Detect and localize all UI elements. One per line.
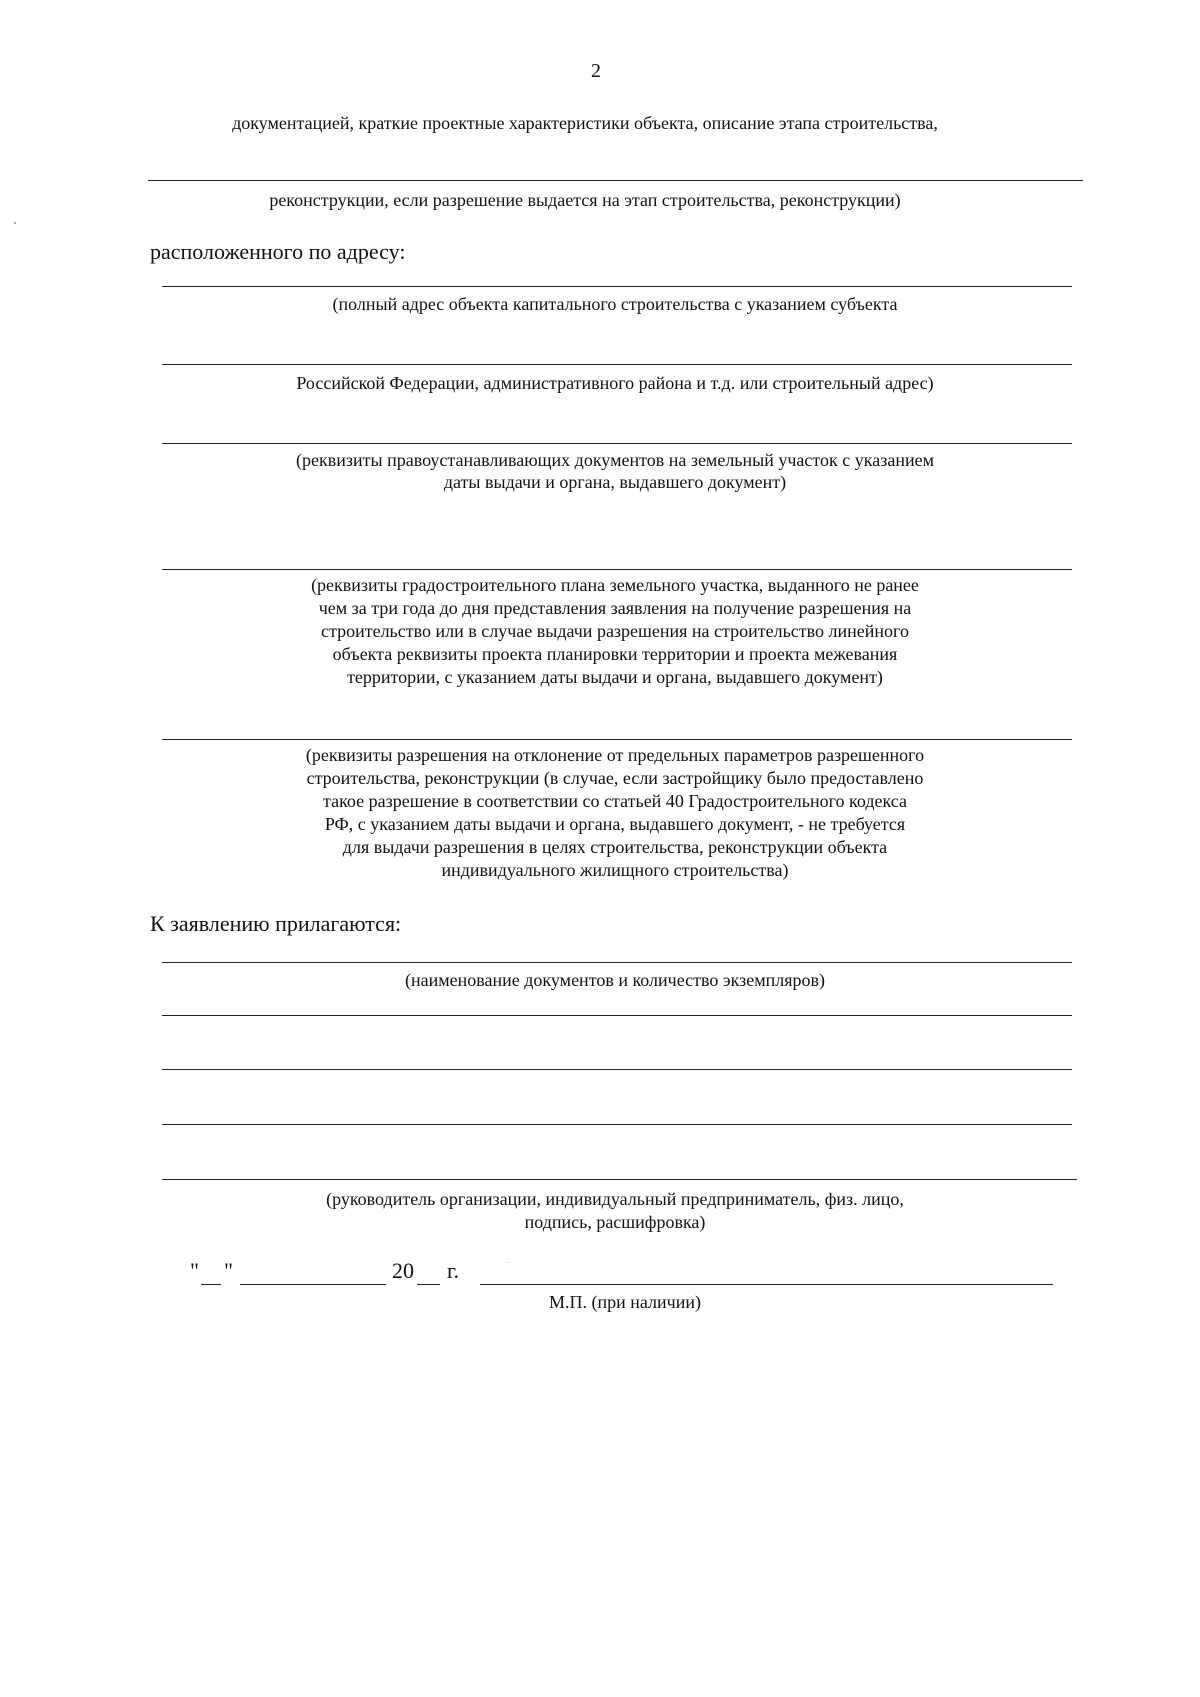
caption-attachments: (наименование документов и количество экземпляров) xyxy=(405,970,825,990)
seal-caption: М.П. (при наличии) xyxy=(549,1292,701,1312)
caption-address-1: (полный адрес объекта капитального строительства с указанием субъекта xyxy=(332,294,898,314)
date-year-prefix: 20 xyxy=(392,1258,414,1283)
fill-line xyxy=(162,1179,1077,1180)
caption-land-docs-2: даты выдачи и органа, выдавшего документ) xyxy=(443,472,787,492)
scan-speck xyxy=(14,222,16,224)
caption-land-docs-1: (реквизиты правоустанавливающих документов на земельный участок с указанием xyxy=(296,450,934,470)
caption-gpzu-5: территории, с указанием даты выдачи и органа, выдавшего документ) xyxy=(347,667,883,687)
date-quote-open: " xyxy=(190,1258,199,1283)
caption-gpzu-4: объекта реквизиты проекта планировки территории и проекта межевания xyxy=(332,644,898,664)
fill-line xyxy=(162,1069,1072,1070)
attachments-heading: К заявлению прилагаются: xyxy=(150,911,402,936)
caption-deviation-5: для выдачи разрешения в целях строительства, реконструкции объекта xyxy=(342,837,888,857)
caption-deviation-2: строительства, реконструкции (в случае, если застройщику было предоставлено xyxy=(306,768,924,788)
caption-address-2: Российской Федерации, административного района и т.д. или строительный адрес) xyxy=(296,373,934,393)
caption-deviation-6: индивидуального жилищного строительства) xyxy=(441,860,789,880)
scan-speck xyxy=(508,1262,509,1263)
caption-deviation-1: (реквизиты разрешения на отклонение от предельных параметров разрешенного xyxy=(305,745,925,765)
fill-line xyxy=(162,443,1072,444)
fill-line xyxy=(162,1124,1072,1125)
date-year-suffix: г. xyxy=(447,1258,460,1283)
fill-line xyxy=(162,286,1072,287)
fill-line xyxy=(162,569,1072,570)
fill-line xyxy=(148,180,1083,181)
date-year-line xyxy=(417,1284,440,1285)
address-heading: расположенного по адресу: xyxy=(150,239,406,264)
fill-line xyxy=(162,1015,1072,1016)
caption-gpzu-3: строительство или в случае выдачи разрешения на строительство линейного xyxy=(321,621,909,641)
caption-line1: документацией, краткие проектные характеристики объекта, описание этапа строительства, xyxy=(232,113,938,133)
date-month-line xyxy=(240,1284,386,1285)
date-quote-close: " xyxy=(224,1258,233,1283)
caption-signer-2: подпись, расшифровка) xyxy=(524,1212,706,1232)
caption-gpzu-1: (реквизиты градостроительного плана земельного участка, выданного не ранее xyxy=(311,575,919,595)
page-number: 2 xyxy=(591,60,601,82)
fill-line xyxy=(162,962,1072,963)
caption-line2: реконструкции, если разрешение выдается на этап строительства, реконструкции) xyxy=(269,190,901,210)
caption-gpzu-2: чем за три года до дня представления заявления на получение разрешения на xyxy=(318,598,912,618)
caption-deviation-3: такое разрешение в соответствии со статьей 40 Градостроительного кодекса xyxy=(323,791,907,811)
caption-signer-1: (руководитель организации, индивидуальный предприниматель, физ. лицо, xyxy=(326,1189,904,1209)
date-day-line xyxy=(201,1284,221,1285)
caption-deviation-4: РФ, с указанием даты выдачи и органа, выдавшего документ, - не требуется xyxy=(324,814,906,834)
fill-line xyxy=(162,364,1072,365)
seal-line xyxy=(480,1284,1053,1285)
fill-line xyxy=(162,739,1072,740)
